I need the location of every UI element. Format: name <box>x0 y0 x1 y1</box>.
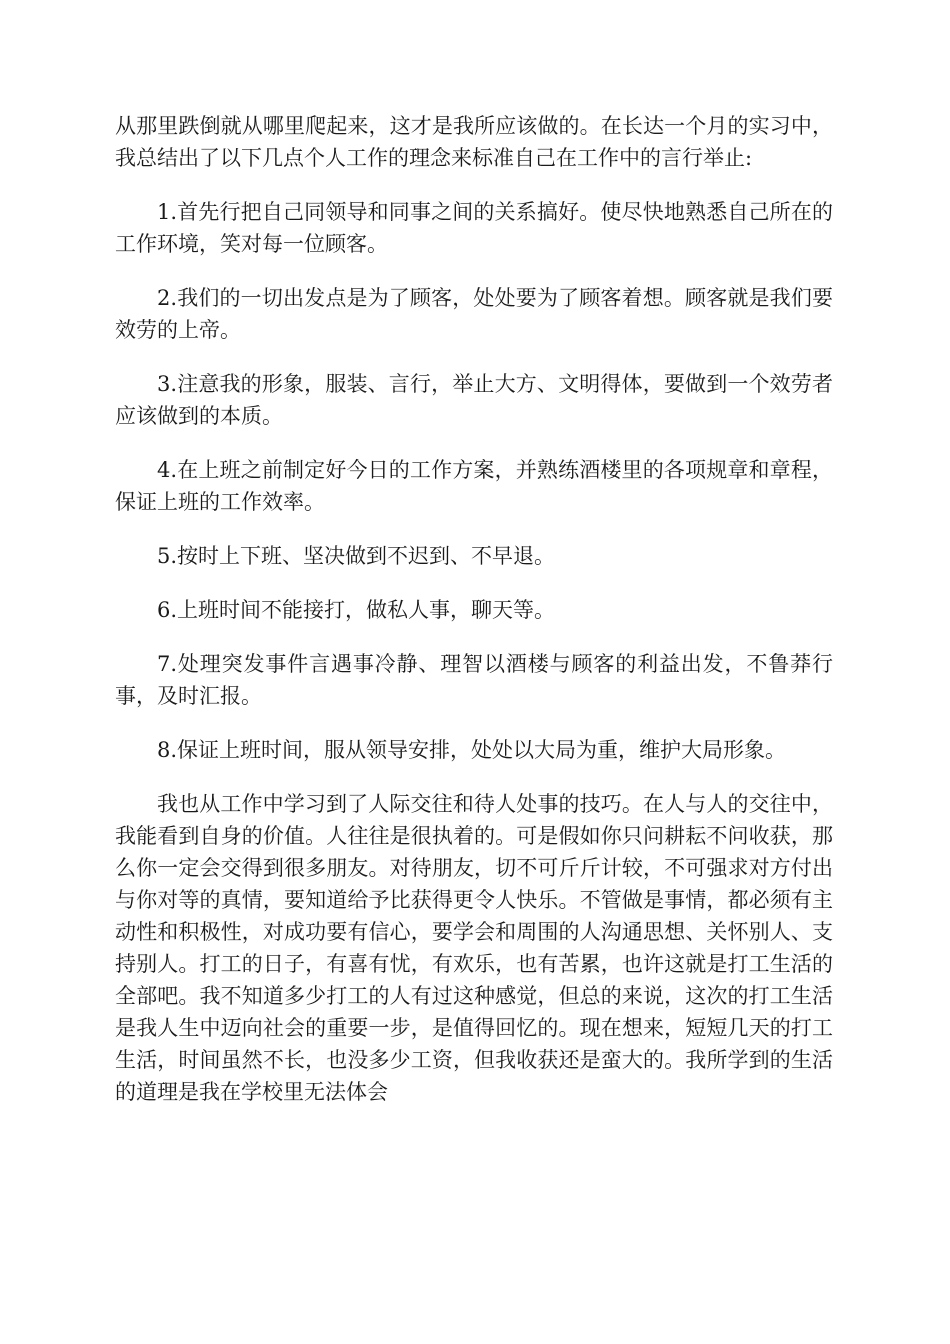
opening-paragraph: 从那里跌倒就从哪里爬起来，这才是我所应该做的。在长达一个月的实习中，我总结出了以下几点个人工作的理念来标准自己在工作中的言行举止: <box>115 114 833 170</box>
list-item-2: 2.我们的一切出发点是为了顾客，处处要为了顾客着想。顾客就是我们要效劳的上帝。 <box>115 286 833 342</box>
list-item-6: 6.上班时间不能接打，做私人事，聊天等。 <box>157 598 556 622</box>
list-item-5: 5.按时上下班、坚决做到不迟到、不早退。 <box>157 544 556 568</box>
list-item-3: 3.注意我的形象，服装、言行，举止大方、文明得体，要做到一个效劳者应该做到的本质。 <box>115 372 833 428</box>
document-page <box>115 110 833 1130</box>
list-item-4: 4.在上班之前制定好今日的工作方案，并熟练酒楼里的各项规章和章程，保证上班的工作效率。 <box>115 458 833 514</box>
list-item-8: 8.保证上班时间，服从领导安排，处处以大局为重，维护大局形象。 <box>157 738 787 762</box>
list-item-1: 1.首先行把自己同领导和同事之间的关系搞好。使尽快地熟悉自己所在的工作环境，笑对每一位顾客。 <box>115 200 833 256</box>
list-item-7: 7.处理突发事件言遇事冷静、理智以酒楼与顾客的利益出发，不鲁莽行事，及时汇报。 <box>115 652 833 708</box>
closing-paragraph: 我也从工作中学习到了人际交往和待人处事的技巧。在人与人的交往中，我能看到自身的价值。人往往是很执着的。可是假如你只问耕耘不问收获，那么你一定会交得到很多朋友。对待朋友，切不可斤斤计较，不可强求对方付出与你对等的真情，要知道给予比获得更令人快乐。不管做是事情，都必须有主动性和积极性，对成功要有信心，要学会和周围的人沟通思想、关怀别人、支持别人。打工的日子，有喜有忧，有欢乐，也有苦累，也许这就是打工生活的全部吧。我不知道多少打工的人有过这种感觉，但总的来说，这次的打工生活是我人生中迈向社会的重要一步，是值得回忆的。现在想来，短短几天的打工生活，时间虽然不长，也没多少工资，但我收获还是蛮大的。我所学到的生活的道理是我在学校里无法体会 <box>115 792 833 1104</box>
